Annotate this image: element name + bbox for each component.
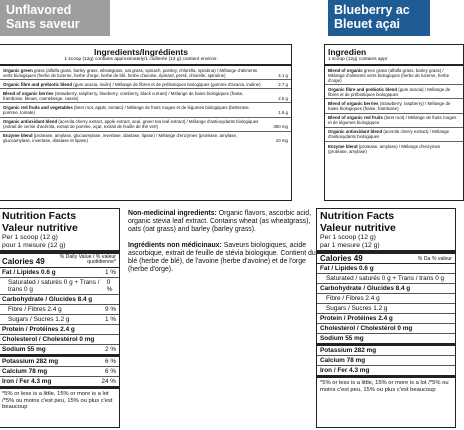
ingredient-name: Organic red fruits and vegetables — [3, 104, 73, 110]
nutrient-row — [317, 356, 455, 366]
ingredient-row — [325, 99, 463, 113]
nutrient-label: Carbohydrate / Glucides 8.4 g — [320, 285, 411, 293]
ingredient-amount: 1.5 g — [278, 110, 288, 116]
serving-size-fr: pour 1 mesure (12 g) — [0, 242, 119, 254]
nutrient-row — [317, 324, 455, 334]
footnote-en: *5% or less is a little, 15% or more is a lot — [2, 391, 109, 398]
serving-size-en: Per 1 scoop (12 g) — [2, 234, 58, 241]
ingredient-name: Blend of organic berries — [328, 100, 379, 106]
ingredient-amount: 2.5 g — [278, 95, 288, 101]
nutrient-daily-value: 9 % — [104, 305, 116, 313]
footnote-fr: /*5% ou moins c'est peu, 15% ou plus c'est beaucoup — [2, 397, 113, 411]
nutrition-title-fr: Valeur nutritive — [320, 221, 396, 234]
ingredient-detail: (strawberry, raspberry, blueberry, cranberry, black currant) / Mélange de baies biologiques (fraise, framboise, bleuet, canneberge, cassis) — [3, 90, 244, 101]
ingredient-name: Organic green — [3, 67, 33, 73]
nutrient-row — [317, 264, 455, 274]
non-medicinal-en — [128, 210, 318, 235]
ingredient-name: Organic antioxidant blend — [328, 129, 383, 135]
ingredient-row — [0, 118, 291, 132]
calories-row — [0, 254, 119, 268]
ingredient-amount: 2.7 g — [278, 81, 288, 87]
ingredient-detail: (beet root) / Mélange de fruits rouges et de légumes biologiques — [328, 115, 457, 126]
nutrient-label: Carbohydrate / Glucides 8.4 g — [2, 295, 93, 303]
nutrient-row — [0, 377, 119, 389]
non-medicinal-ingredients — [128, 210, 318, 281]
ingredient-name: Organic antioxidant blend — [3, 119, 58, 125]
ingredients-rows — [325, 66, 463, 155]
ingredient-detail: (acerola cherry extract) / Mélange d'antioxydants biologiques — [328, 129, 450, 140]
nutrient-label: Cholesterol / Cholestérol 0 mg — [2, 335, 95, 343]
daily-value-header: % Daily Value / % valeur quotidienne* — [59, 253, 116, 266]
nutrient-label: Protein / Protéines 2.4 g — [320, 315, 393, 323]
nutrition-title-en: Nutrition Facts — [320, 210, 395, 222]
nutrient-row — [0, 278, 119, 295]
nutrient-label: Sugars / Sucres 1.2 g — [326, 305, 388, 313]
nutrient-rows — [317, 264, 455, 378]
nutrient-label: Potassium 282 mg — [320, 347, 377, 355]
ingredient-row — [325, 128, 463, 142]
ingredients-title: Ingredien — [328, 47, 367, 57]
ingredients-serving: 1 scoop (12g) contains appr — [325, 57, 463, 66]
nutrient-daily-value: 0 % — [106, 278, 113, 293]
ingredient-name: Organic fibre and prebiotic blend — [328, 86, 398, 92]
non-medicinal-fr-label: Ingrédients non médicinaux: — [128, 241, 222, 249]
nutrient-row — [317, 314, 455, 324]
ingredient-row — [325, 66, 463, 85]
nutrient-row — [317, 346, 455, 356]
ingredient-detail: (beet root, apple, tomato) / Mélange de fruits rouges et de légumes biologiques (betterave, pomme, tomate) — [3, 104, 250, 116]
nutrient-row — [317, 274, 455, 284]
nutrient-label: Fat / Lipides 0.6 g — [320, 265, 374, 273]
nutrient-row — [0, 335, 119, 345]
nutrient-row — [0, 305, 119, 315]
nutrient-label: Calcium 78 mg — [320, 357, 366, 365]
nutrient-daily-value: 1 % — [104, 315, 116, 323]
ingredient-detail: (acerola cherry extract, apple extract, acai, green tea leaf extract) / Mélange d'antioxydants biologiques (extrait de cerise d'acérola, extrait de pomme, açaï, extrait de feuille de thé vert) — [3, 119, 259, 130]
flavor-label-blueberry — [328, 0, 430, 36]
nutrient-label: Saturated / saturés 0 g + Trans / trans 0 g — [326, 275, 445, 283]
nutrient-daily-value: 6 % — [104, 367, 116, 375]
nutrient-daily-value: 6 % — [104, 357, 116, 365]
nutrient-row — [317, 304, 455, 314]
ingredient-row — [325, 142, 463, 155]
flavor-name-en: Blueberry ac — [334, 3, 410, 17]
serving-size-en: Per 1 scoop (12 g) — [320, 234, 376, 241]
nutrient-label: Calcium 78 mg — [2, 367, 48, 375]
calories-row — [317, 254, 455, 265]
calories: Calories 49 — [320, 253, 363, 263]
ingredient-row — [325, 85, 463, 99]
nutrition-title-en: Nutrition Facts — [2, 210, 77, 222]
nutrient-row — [0, 325, 119, 335]
nutrient-label: Saturated / saturés 0 g + Trans / trans 0 g — [8, 278, 100, 293]
nutrient-daily-value: 1 % — [104, 268, 116, 276]
nutrition-title-fr: Valeur nutritive — [2, 221, 78, 234]
ingredients-panel-right — [324, 44, 464, 201]
footnote-fr: /*5% ou moins c'est peu, 15% ou plus c'est beaucoup — [320, 380, 449, 393]
ingredient-row — [0, 66, 291, 80]
ingredient-detail: green grass (alfalfa grass, barley grass) / Mélange d'aliments verts biologiques (herbe de luzerne, herbe d'orge) — [328, 67, 450, 83]
non-medicinal-en-label: Non-medicinal ingredients: — [128, 210, 217, 217]
ingredient-name: Organic fibre and prebiotic blend — [3, 81, 73, 87]
nutrient-row — [0, 295, 119, 305]
ingredient-row — [0, 132, 291, 145]
footnote — [317, 378, 455, 395]
ingredient-detail: (gum acacia) / Mélange de fibres et de prébiotiques biologiques — [328, 86, 451, 97]
ingredient-name: Blend of organic red fruits — [328, 115, 383, 121]
nutrient-label: Protein / Protéines 2.4 g — [2, 325, 75, 333]
flavor-name-en: Unflavored — [6, 3, 72, 17]
nutrient-row — [317, 284, 455, 294]
non-medicinal-fr-text: Saveurs biologiques, acide ascorbique, extrait de feuille de stévia biologique. Contient du blé (herbe de blé), de l'avoine (herbe d'avoine) et de l'orge (herbe d'orge). — [128, 241, 316, 274]
ingredients-rows — [0, 66, 291, 145]
ingredient-name: Enzyme blend — [3, 133, 33, 139]
nutrition-facts-right — [316, 208, 456, 428]
ingredient-detail: grass (alfalfa grass, barley grass, wheatgrass, oat grass, spinach, parsley, chlorella, spirulina) / Mélange d'aliments verts biologiques (herbe de luzerne, herbe d'orge, herbe de blé, herbe d'avoine, épinard, persil, chlorelle, spiruline) — [3, 67, 258, 78]
nutrient-row — [0, 345, 119, 357]
nutrient-rows — [0, 268, 119, 389]
nutrient-row — [0, 357, 119, 367]
nutrient-label: Fibre / Fibres 2.4 g — [326, 295, 380, 303]
ingredient-detail: (protease, amylase) / Mélange d'enzymes (protéase, amylase) — [328, 143, 441, 154]
ingredient-amount: 10 mg — [275, 138, 288, 144]
ingredients-panel-left — [0, 44, 292, 201]
nutrient-row — [317, 334, 455, 346]
nutrient-daily-value: 2 % — [104, 345, 116, 353]
ingredient-row — [0, 80, 291, 89]
nutrient-label: Fat / Lipides 0.6 g — [2, 268, 56, 276]
flavor-name-fr: Sans saveur — [6, 17, 80, 31]
ingredient-name: Blend of organic — [328, 67, 363, 73]
ingredient-row — [325, 114, 463, 128]
nutrient-row — [0, 315, 119, 325]
ingredient-amount: 4.1 g — [278, 72, 288, 78]
flavor-label-unflavored — [0, 0, 110, 36]
calories: Calories 49 — [2, 256, 45, 266]
ingredient-name: Enzyme blend — [328, 143, 358, 149]
nutrient-label: Cholesterol / Cholestérol 0 mg — [320, 325, 413, 333]
nutrient-label: Fibre / Fibres 2.4 g — [8, 305, 62, 313]
nutrient-row — [0, 268, 119, 278]
nutrient-label: Sugars / Sucres 1.2 g — [8, 315, 70, 323]
nutrition-facts-left — [0, 208, 120, 428]
ingredients-serving: 1 scoop (12g) contains approximately/1 cuillerée (12 g) contient environ: — [0, 57, 291, 66]
nutrient-row — [317, 366, 455, 378]
non-medicinal-fr — [128, 242, 318, 275]
nutrient-label: Sodium 55 mg — [2, 345, 46, 353]
nutrient-label: Iron / Fer 4.3 mg — [2, 377, 52, 385]
nutrient-row — [0, 367, 119, 377]
non-medicinal-en-text: Organic flavors, ascorbic acid, organic stevia leaf extract. Contains wheat (as wheatgrass), oats (oat grass) and barley (barley grass). — [128, 210, 312, 234]
ingredient-amount: 350 mg — [273, 124, 288, 130]
nutrient-label: Sodium 55 mg — [320, 335, 364, 343]
nutrient-label: Potassium 282 mg — [2, 357, 59, 365]
ingredient-name: Blend of organic berries — [3, 90, 54, 96]
daily-value-header: % Da % valeur — [417, 255, 452, 262]
nutrient-label: Iron / Fer 4.3 mg — [320, 367, 370, 375]
ingredient-row — [0, 103, 291, 117]
serving-size-fr: par 1 mesure (12 g) — [317, 242, 455, 254]
ingredient-detail: (protease, amylase, glucoamylase, invertase, diastase, lipase) / Mélange d'enzymes (protéase, amylase, glucoamylase, invertase, diastase et lipase) — [3, 133, 238, 144]
footnote — [0, 389, 119, 413]
footnote-en: *5% or less is a little, 15% or more is a lot — [320, 380, 427, 387]
ingredients-title: Ingredients/Ingrédients — [94, 47, 188, 57]
flavor-name-fr: Bleuet açai — [334, 17, 401, 31]
ingredient-detail: (gum acacia, inulin) / Mélange de fibres et de prébiotiques biologiques (gomme d'acacia, inuline) — [72, 81, 261, 87]
ingredient-detail: (strawberry, raspberry) / Mélange de baies biologiques (fraise, framboise) — [328, 100, 451, 112]
ingredient-row — [0, 89, 291, 103]
nutrient-daily-value: 24 % — [101, 377, 116, 385]
nutrient-row — [317, 294, 455, 304]
